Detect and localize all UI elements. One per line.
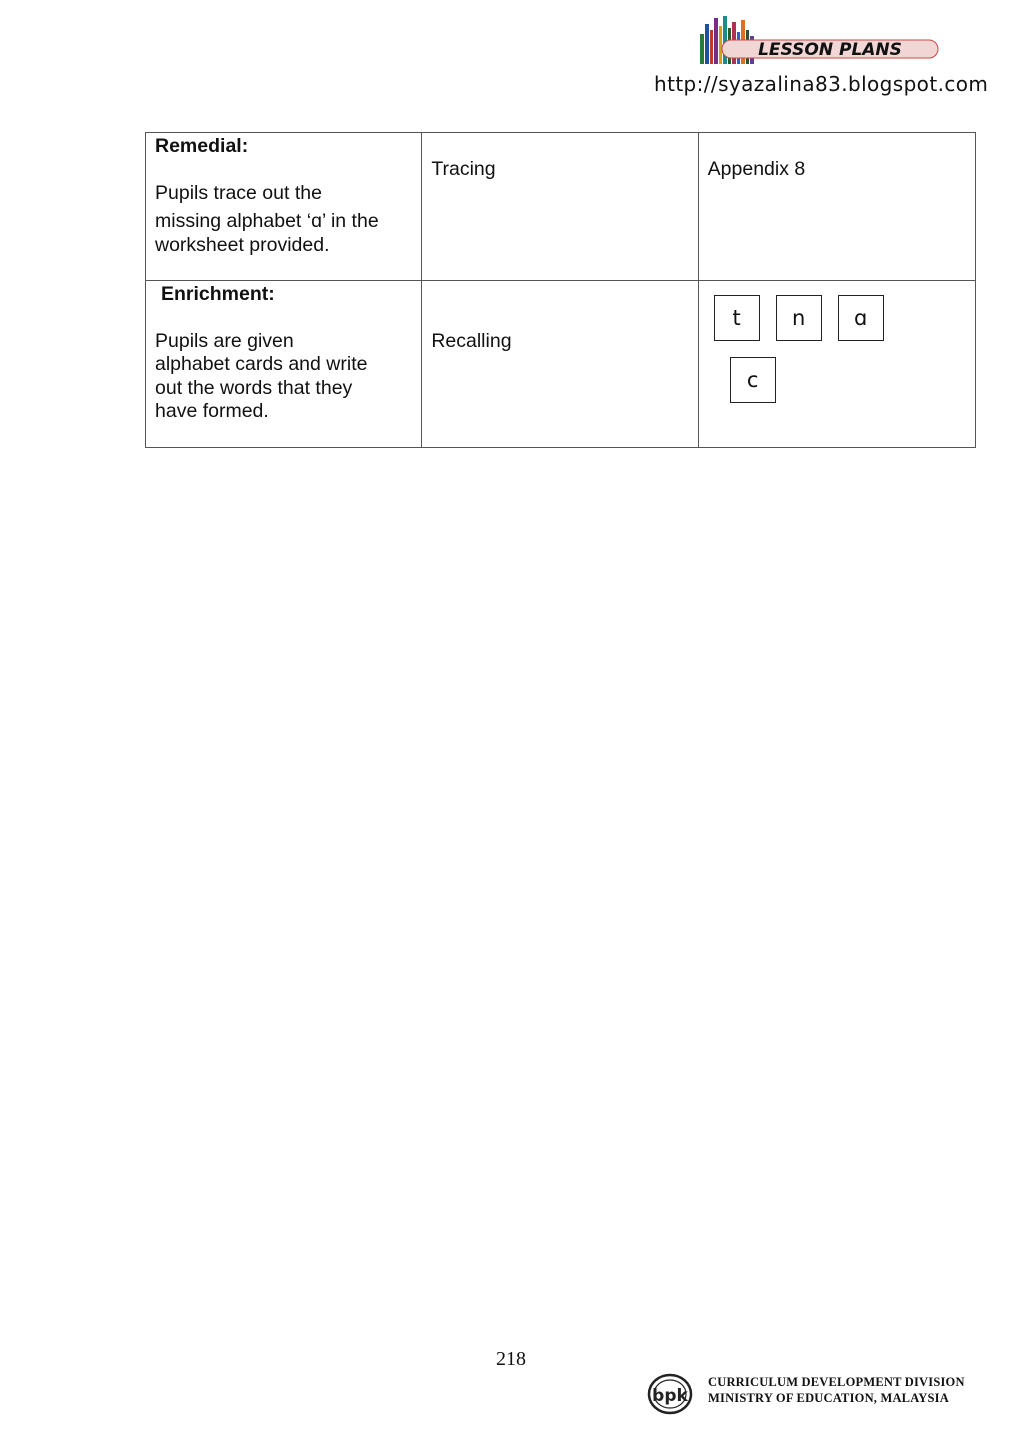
row-heading: Enrichment: xyxy=(161,283,275,305)
row-description-line: Pupils are given xyxy=(155,330,294,352)
division-text xyxy=(708,1374,965,1406)
row-description-line: worksheet provided. xyxy=(155,234,330,256)
row-description-line: out the words that they xyxy=(155,377,353,399)
skill-cell xyxy=(422,281,698,448)
lesson-plans-logo xyxy=(698,14,942,66)
row-heading: Remedial: xyxy=(155,135,249,157)
alphabet-card: t xyxy=(714,295,760,341)
row-description-line: Pupils trace out the xyxy=(155,182,322,204)
resource-cell xyxy=(698,133,975,281)
skill-text: Tracing xyxy=(431,158,496,180)
alphabet-card: n xyxy=(776,295,822,341)
alphabet-card: ɑ xyxy=(838,295,884,341)
resource-cell xyxy=(698,281,975,448)
blog-url: http://syazalina83.blogspot.com xyxy=(654,72,989,96)
page-number: 218 xyxy=(496,1348,526,1370)
alphabet-card: c xyxy=(730,357,776,403)
skill-cell xyxy=(422,133,698,281)
table-row-remedial xyxy=(146,133,976,281)
activity-cell xyxy=(146,133,422,281)
row-description-line: missing alphabet ‘ɑ’ in the xyxy=(155,210,379,232)
bpk-logo xyxy=(646,1372,694,1416)
svg-text:LESSON PLANS: LESSON PLANS xyxy=(758,40,902,60)
activity-cell xyxy=(146,281,422,448)
table-row-enrichment xyxy=(146,281,976,448)
division-line: CURRICULUM DEVELOPMENT DIVISION xyxy=(708,1375,965,1389)
lesson-table xyxy=(145,132,976,448)
svg-text:bpk: bpk xyxy=(652,1386,688,1406)
row-description-line: have formed. xyxy=(155,400,269,422)
skill-text: Recalling xyxy=(431,330,512,352)
resource-text: Appendix 8 xyxy=(707,158,806,180)
division-line: MINISTRY OF EDUCATION, MALAYSIA xyxy=(708,1391,949,1405)
row-description-line: alphabet cards and write xyxy=(155,353,368,375)
